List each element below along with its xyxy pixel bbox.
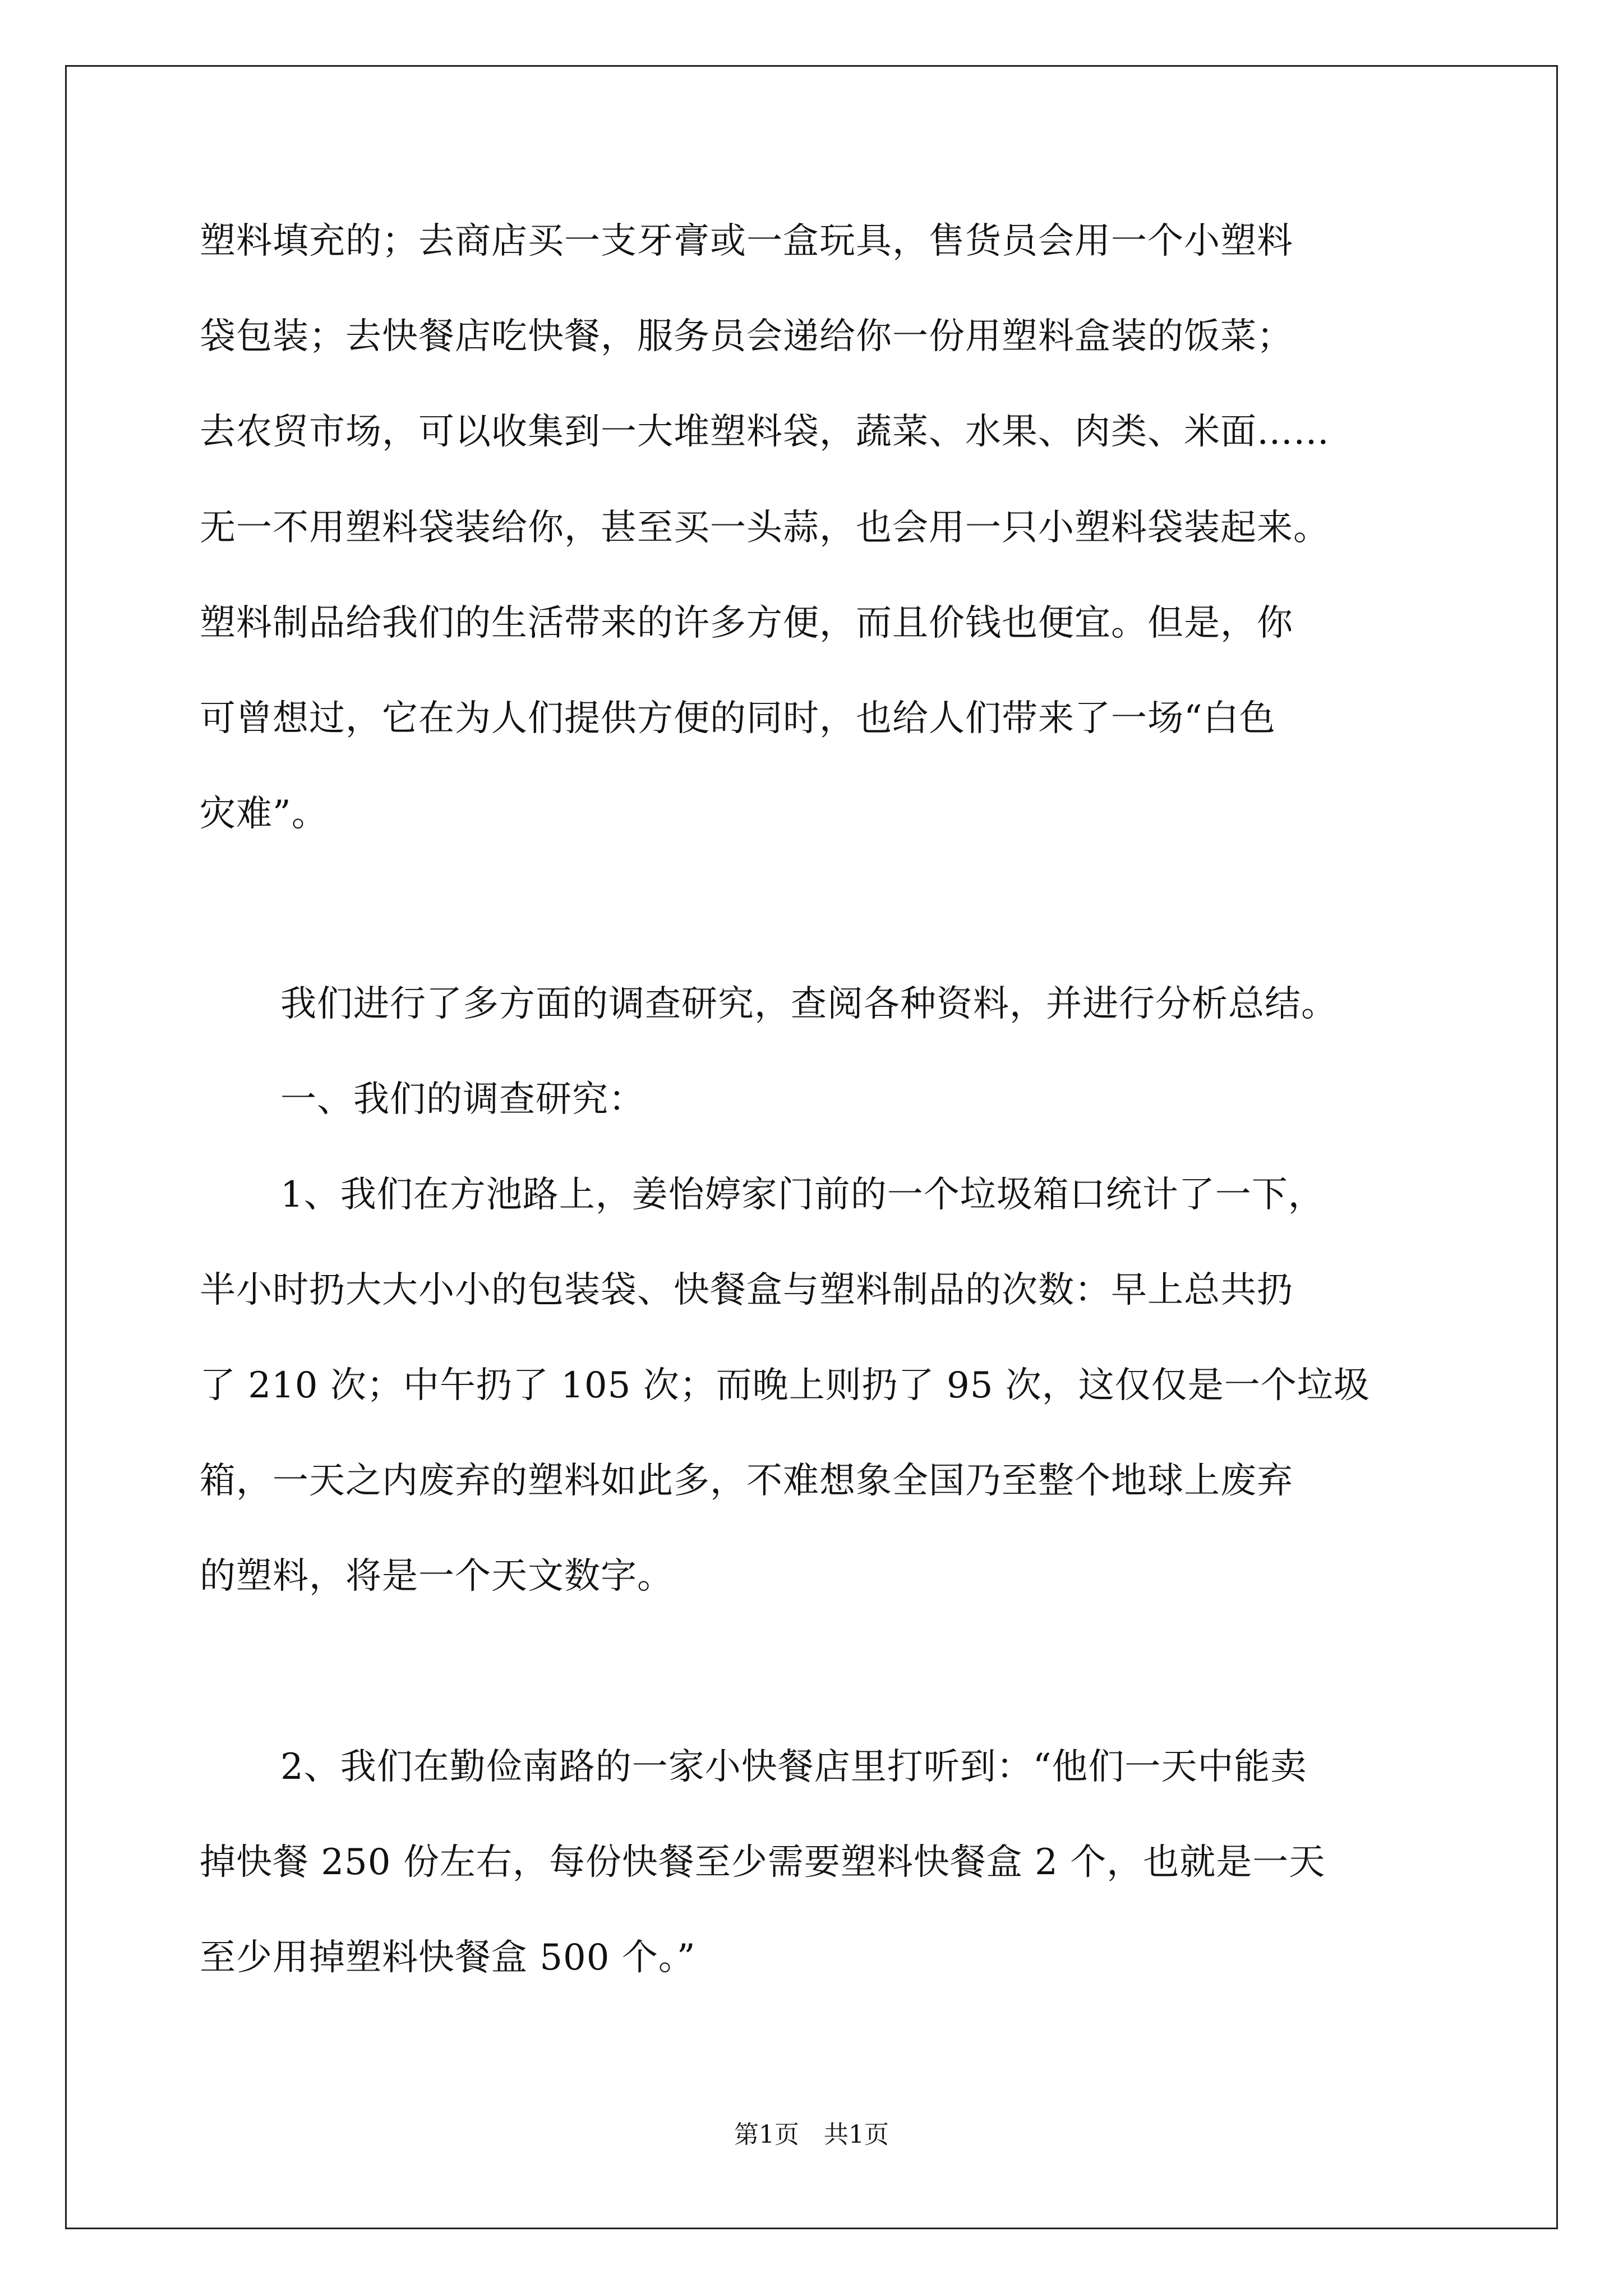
- text-line: 至少用掉塑料快餐盒 500 个。”: [200, 1937, 696, 1978]
- text-line: 可曾想过，它在为人们提供方便的同时，也给人们带来了一场“白色: [200, 698, 1276, 739]
- page-number-footer: 第1页 共1页: [734, 2120, 889, 2149]
- paragraph-start: 2、我们在勤俭南路的一家小快餐店里打听到：“他们一天中能卖: [280, 1746, 1307, 1788]
- text-line: 塑料制品给我们的生活带来的许多方便，而且价钱也便宜。但是，你: [200, 602, 1293, 644]
- paragraph-start: 我们进行了多方面的调查研究，查阅各种资料，并进行分析总结。: [280, 983, 1338, 1025]
- text-line: 的塑料，将是一个天文数字。: [200, 1556, 674, 1597]
- text-line: 塑料填充的；去商店买一支牙膏或一盒玩具，售货员会用一个小塑料: [200, 220, 1293, 262]
- page-border: [65, 65, 1558, 2229]
- text-line: 无一不用塑料袋装给你，甚至买一头蒜，也会用一只小塑料袋装起来。: [200, 507, 1330, 549]
- text-line: 掉快餐 250 份左右，每份快餐至少需要塑料快餐盒 2 个，也就是一天: [200, 1842, 1326, 1883]
- paragraph-start: 1、我们在方池路上，姜怡婷家门前的一个垃圾箱口统计了一下，: [280, 1174, 1325, 1216]
- text-line: 灾难”。: [200, 793, 328, 835]
- text-line: 箱，一天之内废弃的塑料如此多，不难想象全国乃至整个地球上废弃: [200, 1460, 1293, 1502]
- section-heading: 一、我们的调查研究：: [280, 1079, 645, 1120]
- text-line: 去农贸市场，可以收集到一大堆塑料袋，蔬菜、水果、肉类、米面……: [200, 411, 1330, 453]
- text-line: 袋包装；去快餐店吃快餐，服务员会递给你一份用塑料盒装的饭菜；: [200, 316, 1293, 357]
- text-line: 了 210 次；中午扔了 105 次；而晚上则扔了 95 次，这仅仅是一个垃圾: [200, 1365, 1370, 1406]
- text-line: 半小时扔大大小小的包装袋、快餐盒与塑料制品的次数：早上总共扔: [200, 1269, 1293, 1311]
